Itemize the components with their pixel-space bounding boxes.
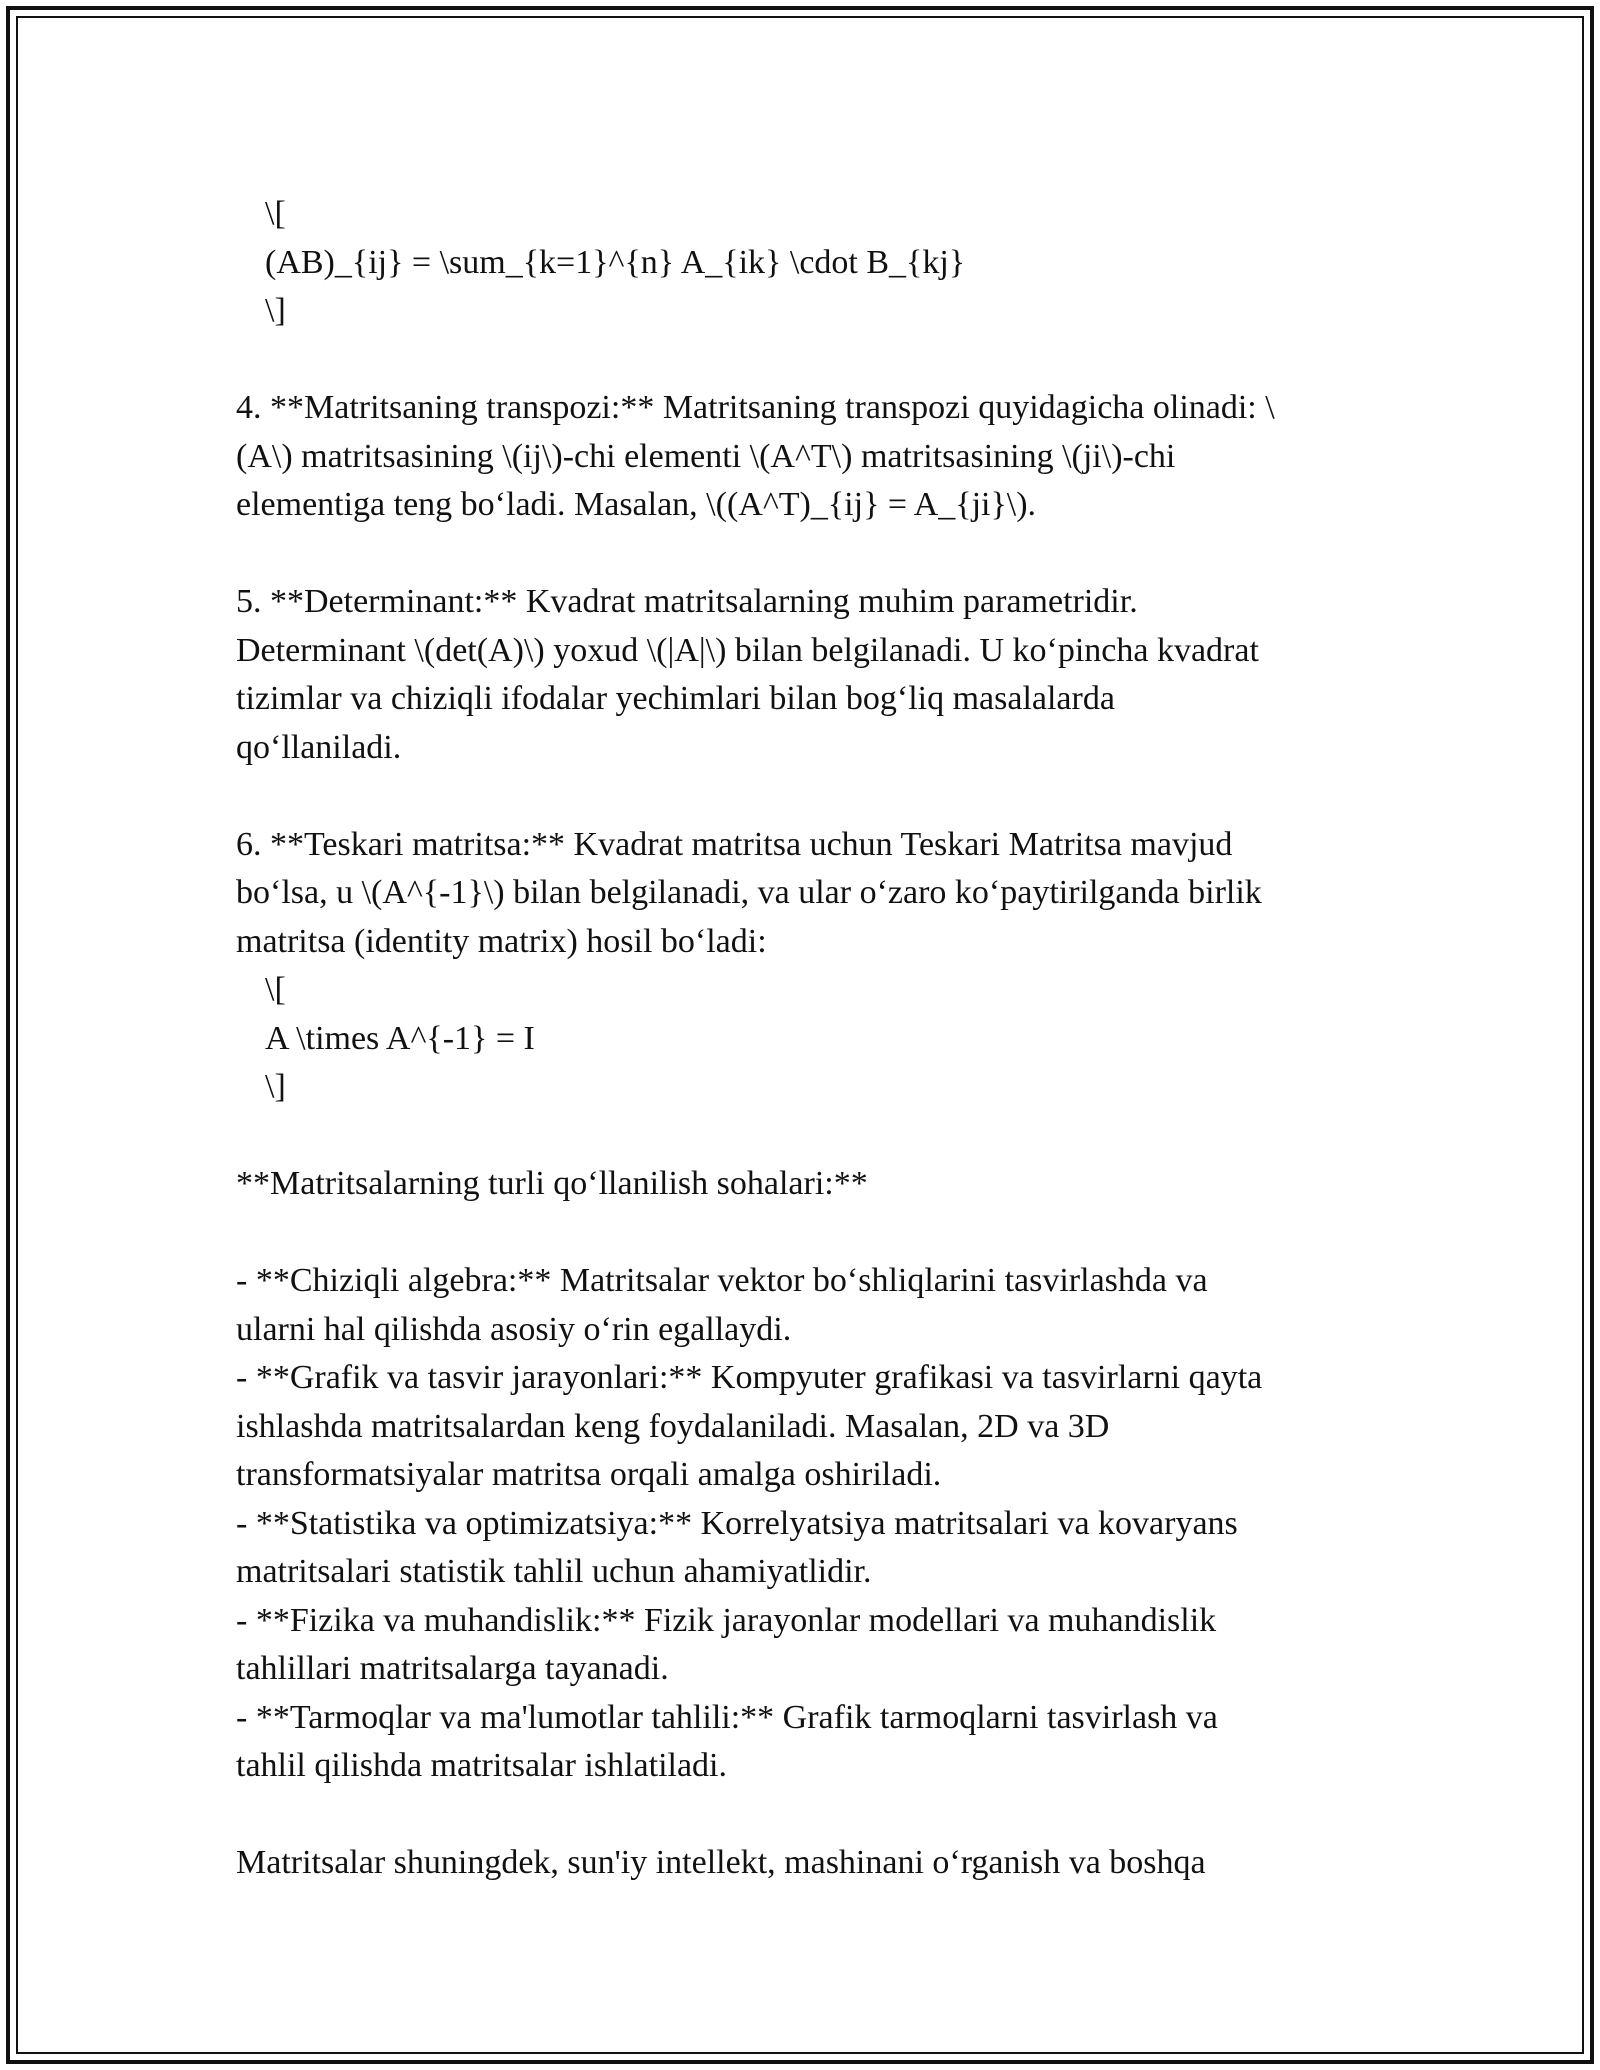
formula-block-inverse bbox=[236, 966, 1356, 1112]
paragraph-line: (A\) matritsasining \(ij\)-chi elementi \(A^T\) matritsasining \(ji\)-chi bbox=[236, 437, 1176, 475]
formula-line: \[ bbox=[265, 971, 286, 1008]
paragraph-transpose bbox=[236, 384, 1356, 530]
list-item-line: - **Grafik va tasvir jarayonlari:** Kompyuter grafikasi va tasvirlarni qayta bbox=[236, 1359, 1263, 1396]
list-item-line: - **Tarmoqlar va ma'lumotlar tahlili:** Grafik tarmoqlarni tasvirlash va bbox=[236, 1698, 1218, 1736]
formula-line: \[ bbox=[265, 195, 286, 232]
paragraph-line: tizimlar va chiziqli ifodalar yechimlari bilan bog‘liq masalalarda bbox=[236, 680, 1115, 717]
list-item-line: tahlillari matritsalarga tayanadi. bbox=[236, 1650, 669, 1687]
formula-line: (AB)_{ij} = \sum_{k=1}^{n} A_{ik} \cdot B_{kj} bbox=[265, 243, 966, 281]
paragraph-gap bbox=[236, 772, 1356, 821]
list-item-line: tahlil qilishda matritsalar ishlatiladi. bbox=[236, 1747, 728, 1784]
formula-line: \] bbox=[265, 292, 286, 329]
paragraph-line: 4. **Matritsaning transpozi:** Matritsaning transpozi quyidagicha olinadi: \ bbox=[236, 389, 1275, 426]
document-body bbox=[236, 190, 1356, 1888]
paragraph-line: Determinant \(det(A)\) yoxud \(|A|\) bilan belgilanadi. U ko‘pincha kvadrat bbox=[236, 631, 1259, 669]
applications-list bbox=[236, 1257, 1356, 1791]
formula-block-matrix-product bbox=[236, 190, 1356, 336]
paragraph-determinant bbox=[236, 578, 1356, 772]
list-item-line: - **Chiziqli algebra:** Matritsalar vektor bo‘shliqlarini tasvirlashda va bbox=[236, 1262, 1208, 1299]
paragraph-gap bbox=[236, 530, 1356, 579]
list-item-line: matritsalari statistik tahlil uchun ahamiyatlidir. bbox=[236, 1553, 872, 1590]
paragraph-line: qo‘llaniladi. bbox=[236, 728, 402, 766]
paragraph-gap bbox=[236, 1112, 1356, 1161]
formula-line: \] bbox=[265, 1068, 286, 1105]
paragraph-closing bbox=[236, 1839, 1356, 1888]
list-item-line: ularni hal qilishda asosiy o‘rin egallaydi. bbox=[236, 1310, 792, 1348]
paragraph-gap bbox=[236, 1791, 1356, 1840]
paragraph-line: 5. **Determinant:** Kvadrat matritsalarning muhim parametridir. bbox=[236, 583, 1138, 620]
paragraph-line: matritsa (identity matrix) hosil bo‘ladi: bbox=[236, 922, 767, 960]
list-item-line: - **Fizika va muhandislik:** Fizik jarayonlar modellari va muhandislik bbox=[236, 1601, 1217, 1639]
paragraph-line: bo‘lsa, u \(A^{-1}\) bilan belgilanadi, va ular o‘zaro ko‘paytirilganda birlik bbox=[236, 874, 1262, 911]
paragraph-line: Matritsalar shuningdek, sun'iy intellekt, mashinani o‘rganish va boshqa bbox=[236, 1844, 1206, 1881]
heading-line: **Matritsalarning turli qo‘llanilish sohalari:** bbox=[236, 1165, 868, 1202]
paragraph-line: elementiga teng bo‘ladi. Masalan, \((A^T)_{ij} = A_{ji}\). bbox=[236, 486, 1037, 523]
formula-line: A \times A^{-1} = I bbox=[265, 1019, 535, 1057]
list-item-line: ishlashda matritsalardan keng foydalaniladi. Masalan, 2D va 3D bbox=[236, 1407, 1110, 1445]
paragraph-inverse-matrix bbox=[236, 821, 1356, 1112]
paragraph-line: 6. **Teskari matritsa:** Kvadrat matritsa uchun Teskari Matritsa mavjud bbox=[236, 825, 1233, 863]
paragraph-gap bbox=[236, 336, 1356, 385]
list-item-line: transformatsiyalar matritsa orqali amalga oshiriladi. bbox=[236, 1456, 942, 1493]
applications-heading bbox=[236, 1160, 1356, 1209]
paragraph-gap bbox=[236, 1209, 1356, 1258]
list-item-line: - **Statistika va optimizatsiya:** Korrelyatsiya matritsalari va kovaryans bbox=[236, 1504, 1238, 1542]
